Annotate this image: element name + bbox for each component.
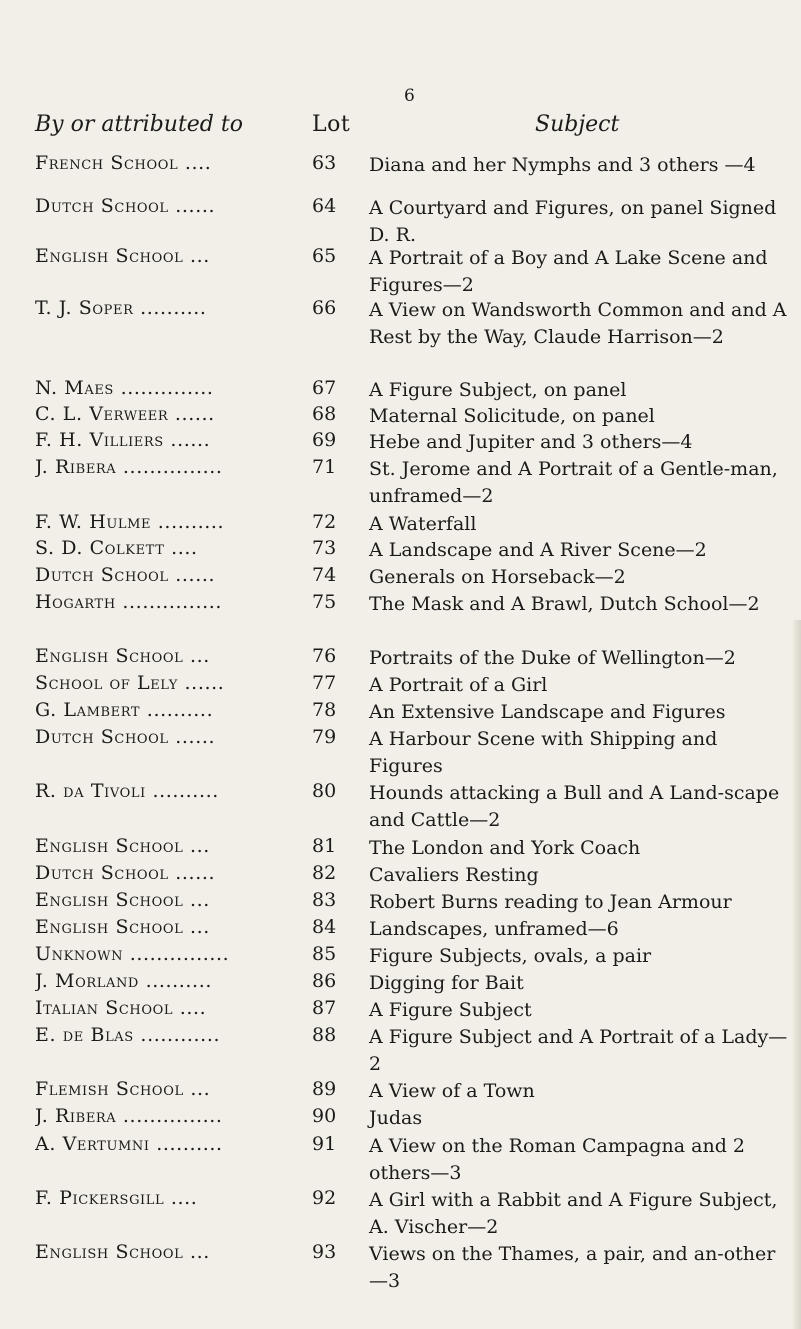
lot-number: 64 [312,195,337,217]
lot-subject: Figure Subjects, ovals, a pair [369,945,652,967]
lot-subject: A Girl with a Rabbit and A Figure Subject, A. Vischer—2 [369,1189,778,1238]
lot-number: 74 [312,564,337,586]
artist-name: Unknown ............... [35,943,230,965]
artist-name: Flemish School ... [35,1078,211,1100]
artist-name: J. Ribera ............... [35,1105,223,1127]
lot-number: 81 [312,835,337,857]
lot-subject: Hebe and Jupiter and 3 others—4 [369,431,693,453]
artist-name: English School ... [35,916,210,938]
lot-number: 65 [312,245,337,267]
lot-number: 93 [312,1241,337,1263]
artist-name: C. L. Verweer ...... [35,403,215,425]
lot-subject: A Courtyard and Figures, on panel Signed D. R. [369,197,777,246]
artist-name: Dutch School ...... [35,564,216,586]
artist-name: G. Lambert .......... [35,699,214,721]
lot-number: 72 [312,511,337,533]
lot-subject: A Figure Subject, on panel [369,379,627,401]
artist-name: F. W. Hulme .......... [35,511,225,533]
lot-subject: A View on the Roman Campagna and 2 others—3 [369,1135,746,1184]
lot-number: 77 [312,672,337,694]
lot-subject: Robert Burns reading to Jean Armour [369,891,732,913]
artist-name: Dutch School ...... [35,726,216,748]
lot-number: 84 [312,916,337,938]
artist-name: Dutch School ...... [35,195,216,217]
lot-subject: An Extensive Landscape and Figures [369,701,726,723]
lot-subject: A Figure Subject [369,999,532,1021]
lot-subject: St. Jerome and A Portrait of a Gentle-man, unframed—2 [369,458,778,507]
artist-name: Hogarth ............... [35,591,222,613]
lot-subject: A Figure Subject and A Portrait of a Lady—2 [369,1026,788,1075]
lot-number: 87 [312,997,337,1019]
lot-subject: A View on Wandsworth Common and and A Rest by the Way, Claude Harrison—2 [369,299,787,348]
lot-subject: The London and York Coach [369,837,641,859]
lot-subject: Landscapes, unframed—6 [369,918,619,940]
lot-number: 88 [312,1024,337,1046]
lot-number: 75 [312,591,337,613]
lot-number: 66 [312,297,337,319]
lot-number: 78 [312,699,337,721]
artist-name: F. Pickersgill .... [35,1187,198,1209]
lot-subject: Views on the Thames, a pair, and an-other—3 [369,1243,776,1292]
lot-number: 63 [312,152,337,174]
artist-name: T. J. Soper .......... [35,297,207,319]
artist-name: English School ... [35,1241,210,1263]
lot-subject: The Mask and A Brawl, Dutch School—2 [369,593,760,615]
lot-number: 83 [312,889,337,911]
artist-name: A. Vertumni .......... [35,1133,223,1155]
artist-name: English School ... [35,889,210,911]
lot-subject: Digging for Bait [369,972,524,994]
page-number: 6 [404,86,415,106]
lot-number: 82 [312,862,337,884]
lot-subject: Maternal Solicitude, on panel [369,405,655,427]
lot-number: 85 [312,943,337,965]
lot-subject: Diana and her Nymphs and 3 others —4 [369,154,756,176]
lot-number: 68 [312,403,337,425]
lot-number: 91 [312,1133,337,1155]
artist-name: English School ... [35,645,210,667]
lot-subject: Judas [369,1107,423,1129]
lot-number: 76 [312,645,337,667]
artist-name: N. Maes .............. [35,377,214,399]
lot-number: 73 [312,537,337,559]
lot-subject: Portraits of the Duke of Wellington—2 [369,647,736,669]
artist-name: R. da Tivoli .......... [35,780,219,802]
lot-subject: A Harbour Scene with Shipping and Figures [369,728,718,777]
lot-number: 89 [312,1078,337,1100]
artist-column-header: By or attributed to [35,112,243,137]
lot-number: 67 [312,377,337,399]
lot-number: 86 [312,970,337,992]
lot-number: 92 [312,1187,337,1209]
lot-subject: A Landscape and A River Scene—2 [369,539,707,561]
lot-subject: A Portrait of a Boy and A Lake Scene and Figures—2 [369,247,768,296]
lot-subject: A Waterfall [369,513,477,535]
artist-name: French School .... [35,152,212,174]
artist-name: F. H. Villiers ...... [35,429,211,451]
lot-number: 80 [312,780,337,802]
lot-number: 90 [312,1105,337,1127]
page-edge [793,620,801,1329]
lot-subject: A View of a Town [369,1080,535,1102]
lot-subject: Generals on Horseback—2 [369,566,626,588]
artist-name: English School ... [35,245,210,267]
artist-name: School of Lely ...... [35,672,225,694]
artist-name: J. Ribera ............... [35,456,223,478]
artist-name: Dutch School ...... [35,862,216,884]
lot-subject: Cavaliers Resting [369,864,539,886]
artist-name: J. Morland .......... [35,970,212,992]
artist-name: English School ... [35,835,210,857]
lot-subject: Hounds attacking a Bull and A Land-scape and Cattle—2 [369,782,780,831]
lot-column-header: Lot [312,112,351,137]
lot-number: 69 [312,429,337,451]
lot-number: 71 [312,456,337,478]
artist-name: Italian School .... [35,997,207,1019]
lot-subject: A Portrait of a Girl [369,674,548,696]
lot-number: 79 [312,726,337,748]
subject-column-header: Subject [535,112,620,137]
artist-name: S. D. Colkett .... [35,537,198,559]
artist-name: E. de Blas ............ [35,1024,221,1046]
